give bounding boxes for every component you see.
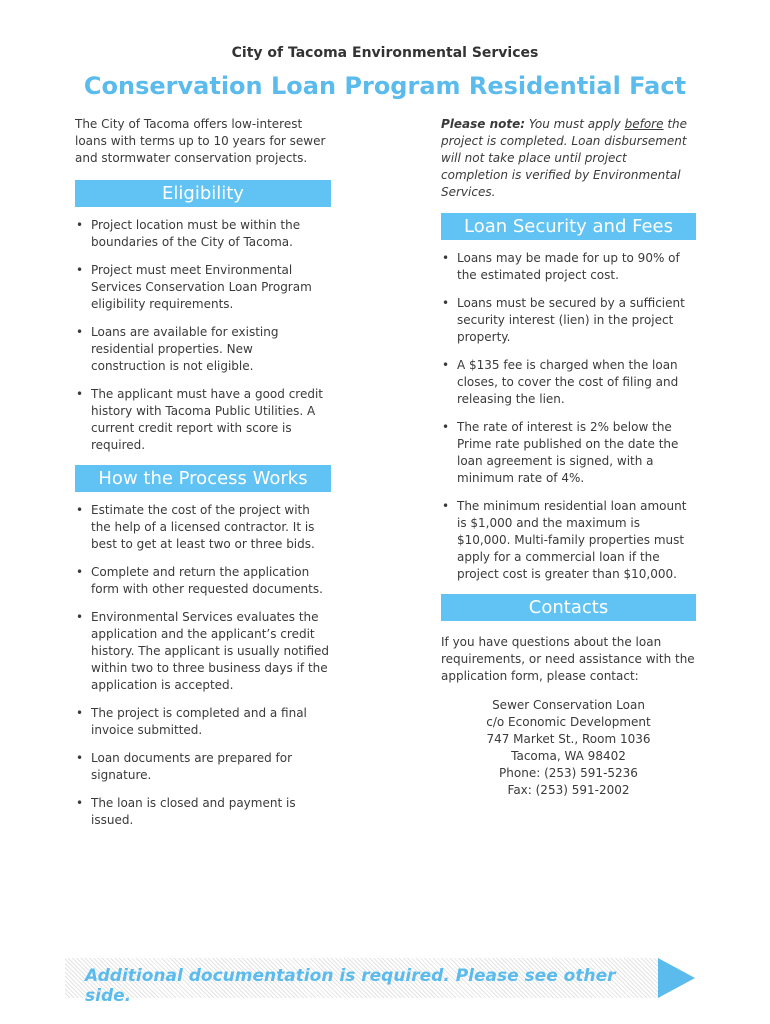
list-item: • Complete and return the application form with other requested documents. — [75, 564, 331, 598]
contacts-heading: Contacts — [441, 594, 696, 621]
list-item: • Loan documents are prepared for signature. — [75, 750, 331, 784]
note-text-before: You must apply — [528, 117, 621, 131]
intro-text: The City of Tacoma offers low-interest loans with terms up to 10 years for sewer and stormwater conservation projects. — [75, 117, 326, 165]
list-item: • The applicant must have a good credit history with Tacoma Public Utilities. A current credit report with score is required. — [75, 386, 331, 454]
list-item: • The loan is closed and payment is issued. — [75, 795, 331, 829]
list-item: • Project must meet Environmental Services Conservation Loan Program eligibility requirements. — [75, 262, 331, 313]
process-heading: How the Process Works — [75, 465, 331, 492]
eligibility-list — [75, 217, 331, 454]
list-item: • The minimum residential loan amount is $1,000 and the maximum is $10,000. Multi-family properties must apply for a commercial loan if the project cost is greater than $10,000. — [441, 498, 696, 583]
security-heading: Loan Security and Fees — [441, 213, 696, 240]
note-text-after: the project is completed. Loan disbursement will not take place until project completion is verified by Environmental Services. — [441, 117, 688, 199]
list-item: • Loans are available for existing residential properties. New construction is not eligible. — [75, 324, 331, 375]
contact-line: Sewer Conservation Loan — [492, 698, 645, 712]
contact-line: 747 Market St., Room 1036 — [486, 732, 651, 746]
list-item: • The rate of interest is 2% below the Prime rate published on the date the loan agreement is signed, with a minimum rate of 4%. — [441, 419, 696, 487]
footer-banner — [65, 958, 660, 1006]
organization-name: City of Tacoma Environmental Services — [231, 45, 539, 61]
note-label: Please note: — [441, 117, 526, 131]
list-item: • Loans must be secured by a sufficient security interest (lien) in the project property. — [441, 295, 696, 346]
list-item: • Estimate the cost of the project with the help of a licensed contractor. It is best to get at least two or three bids. — [75, 502, 331, 553]
contact-line: Tacoma, WA 98402 — [511, 749, 626, 763]
right-column — [441, 116, 696, 799]
footer-text: Additional documentation is required. Please see other side. — [85, 966, 616, 1006]
contacts-intro: If you have questions about the loan requirements, or need assistance with the application form, please contact: — [441, 635, 695, 683]
left-column — [75, 116, 331, 840]
eligibility-heading: Eligibility — [75, 180, 331, 207]
contact-line: c/o Economic Development — [486, 715, 651, 729]
list-item: • The project is completed and a final invoice submitted. — [75, 705, 331, 739]
security-list — [441, 250, 696, 583]
list-item: • A $135 fee is charged when the loan closes, to cover the cost of filing and releasing the lien. — [441, 357, 696, 408]
contact-fax: Fax: (253) 591-2002 — [507, 783, 630, 797]
note-underlined: before — [624, 117, 664, 131]
process-list — [75, 502, 331, 829]
list-item: • Environmental Services evaluates the application and the applicant’s credit history. The applicant is usually notified within two to three business days if the application is accepted. — [75, 609, 331, 694]
contact-phone: Phone: (253) 591-5236 — [499, 766, 638, 780]
please-note — [441, 116, 696, 201]
arrow-right-icon — [658, 958, 695, 998]
page-title: Conservation Loan Program Residential Fact — [83, 72, 687, 100]
contact-address — [441, 697, 696, 799]
list-item: • Loans may be made for up to 90% of the estimated project cost. — [441, 250, 696, 284]
list-item: • Project location must be within the boundaries of the City of Tacoma. — [75, 217, 331, 251]
